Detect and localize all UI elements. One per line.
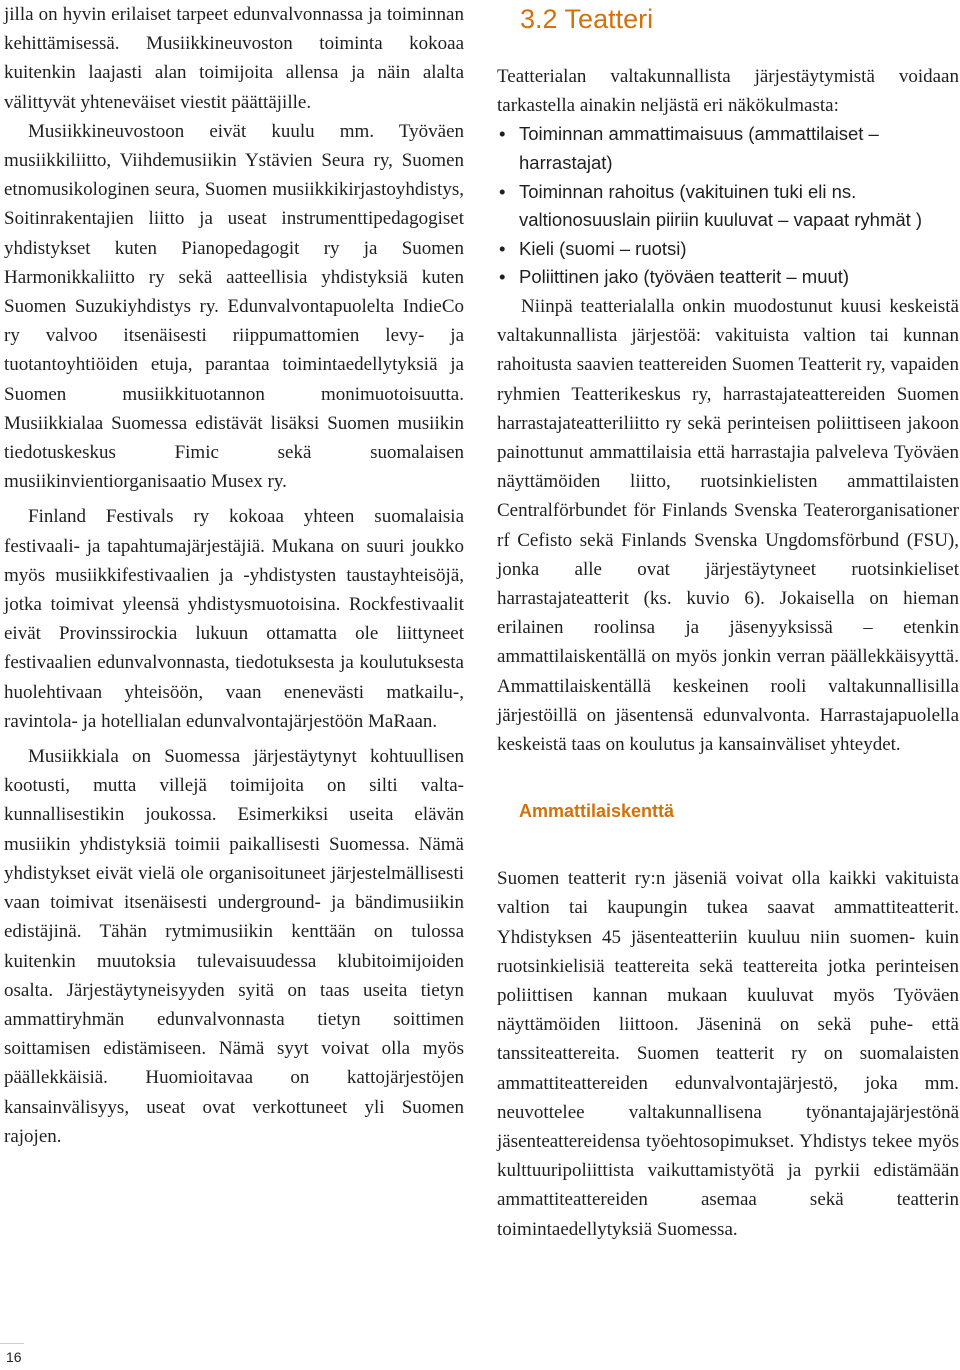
bullet-list: [497, 120, 959, 292]
bullet-icon: •: [499, 266, 506, 288]
footer-rule: [0, 1343, 24, 1344]
left-paragraph-1: jilla on hyvin erilaiset tarpeet edunvalvonnassa ja toiminnan kehittämisessä. Musiikkineuvoston toiminta kokoaa kuitenkin laajasti alan toimijoita allensa ja näin alalta välittyvät yhteneväiset viestit päättäjille.: [4, 4, 464, 113]
left-paragraph-3: Finland Festivals ry kokoaa yhteen suomalaisia festivaali- ja tapahtumajärjestäjiä. Mukana on suuri joukko myös musiikkifestivaalien ja -yhdistysten taustayhteisöjä, jotka toimivat yleensä yhdistysmuotoisina. Rockfestivaalit eivät Provinssirockia lukuun ottamatta ole liittyneet festivaalien edunvalvonnasta, tiedotuksesta ja koulutuksesta huolehtivaan yhteisöön, vaan enenevästi matkailu-, ravintola- ja hotellialan edunvalvontajärjestöön MaRaan.: [4, 506, 464, 732]
bullet-text: Toiminnan rahoitus (vakituinen tuki eli ns. valtionosuuslain piiriin kuuluvat – vapaat ryhmät ): [519, 180, 923, 231]
left-paragraph-2: Musiikkineuvostoon eivät kuulu mm. Työväen musiikkiliitto, Viihdemusiikin Ystävien Seura ry, Suomen etnomusikologinen seura, Suomen musiikkikirjastoyhdistys, Soitinrakentajien liitto ja useat instrumenttipedagogiset yhdistykset kuten Pianopedagogit ry ja Suomen Harmonikkaliitto ry sekä aatteellisia yhdistyksiä kuten Suomen Suzukiyhdistys ry. Edunvalvontapuolelta IndieCo ry valvoo itsenäisesti riippumattomien levy- ja tuotantoyhtiöiden etuja, parantaa toimintaedellytyksiä ja Suomen musiikkituotannon monimuotoisuutta. Musiikkialaa Suomessa edistävät lisäksi Suomen musiikin tiedotuskeskus Fimic sekä suomalaisen musiikinvientiorganisaatio Musex ry.: [4, 120, 464, 493]
left-paragraph-4: Musiikkiala on Suomessa järjestäytynyt kohtuullisen kootusti, mutta villejä toimijoita on silti valtakunnallisestikin joukossa. Esimerkiksi useita elävän musiikin yhdistyksiä toimii paikallisesti Suomessa. Nämä yhdistykset eivät vielä ole organisoituneet järjestelmällisesti vaan toimivat itsenäisesti underground- ja bändimusiikin edistäjinä. Tähän rytmimusiikin kenttään on tulossa kuitenkin muutoksia tulevaisuudessa klubitoimijoiden osalta. Järjestäytyneisyyden syitä on taas useita tietyn ammattiryhmän edunvalvonnasta tietyn soittimen soittamisen edistämiseen. Nämä syyt voivat olla myös päällekkäisiä. Huomioitavaa on kattojärjestöjen kansainvälisyys, useat ovat verkottuneet yli Suomen rajojen.: [4, 746, 464, 1147]
bullet-item: [497, 263, 959, 292]
bullet-text: Poliittinen jako (työväen teatterit – muut): [519, 266, 850, 288]
bullet-icon: •: [499, 123, 506, 145]
bullet-text: Kieli (suomi – ruotsi): [519, 237, 687, 259]
right-column: [497, 0, 959, 1244]
left-column: [4, 0, 464, 1151]
section-heading: 3.2 Teatteri: [520, 4, 654, 34]
bullet-icon: •: [499, 237, 506, 259]
sub-paragraph: Suomen teatterit ry:n jäseniä voivat olla kaikki vakituista valtion tai kaupungin tukea saavat ammattiteatterit. Yhdistyksen 45 jäsenteatteriin kuuluu niin suomen- kuin ruotsinkielisiä teattereita sekä teattereita jotka perinteisen poliittisen kannan mukaan kuuluvat myös Työväen näyttämöiden liittoon. Jäseninä on sekä puhe- että tanssiteattereita. Suomen teatterit ry on suomalaisten ammattiteattereiden edunvalvontajärjestö, joka mm. neuvottelee valtakunnallisena työnantajajärjestönä jäsenteattereidensa työehtosopimukset. Yhdistys tekee myös kulttuuripoliittista vaikuttamistyötä ja pyrkii edistämään ammattiteattereiden asemaa sekä teatterin toimintaedellytyksiä Suomessa.: [497, 868, 959, 1240]
bullet-item: [497, 235, 959, 264]
bullet-item: [497, 120, 959, 177]
bullet-item: [497, 178, 959, 235]
page-number: 16: [6, 1349, 22, 1365]
subheading: Ammattilaiskenttä: [519, 801, 675, 822]
after-bullets-paragraph: Niinpä teatterialalla onkin muodostunut kuusi keskeistä valtakunnallista järjestöä: vakituista valtion tai kunnan rahoitusta saavien teattereiden Suomen Teatterit ry, vapaiden ryhmien Teatterikeskus ry, harrastajateattereiden Suomen harrastajateatteriliitto ry sekä perinteisen poliittiseen jakoon painottunut ammattilaisia että harrastajia palveleva Työväen näyttämöiden liitto, ruotsinkielisten ammattilaisten Centralförbundet för Finlands Svenska Teaterorganisationer rf Cefisto sekä Finlands Svenska Ungdomsförbund (FSU), jonka alle ovat järjestäytyneet ruotsinkieliset harrastajateatterit (ks. kuvio 6). Jokaisella on hieman erilainen roolinsa ja jäsenyyksissä – etenkin ammattilaiskentällä on myös jonkin verran päällekkäisyyttä. Ammattilaiskentällä keskeinen rooli valtakunnallisilla järjestöillä on jäsentensä edunvalvonta. Harrastajapuolella keskeistä taas on koulutus ja kansainväliset yhteydet.: [497, 295, 959, 756]
intro-paragraph: Teatterialan valtakunnallista järjestäytymistä voidaan tarkastella ainakin neljästä eri näkökulmasta:: [497, 66, 959, 117]
bullet-icon: •: [499, 180, 506, 202]
bullet-text: Toiminnan ammattimaisuus (ammattilaiset – harrastajat): [519, 123, 879, 173]
